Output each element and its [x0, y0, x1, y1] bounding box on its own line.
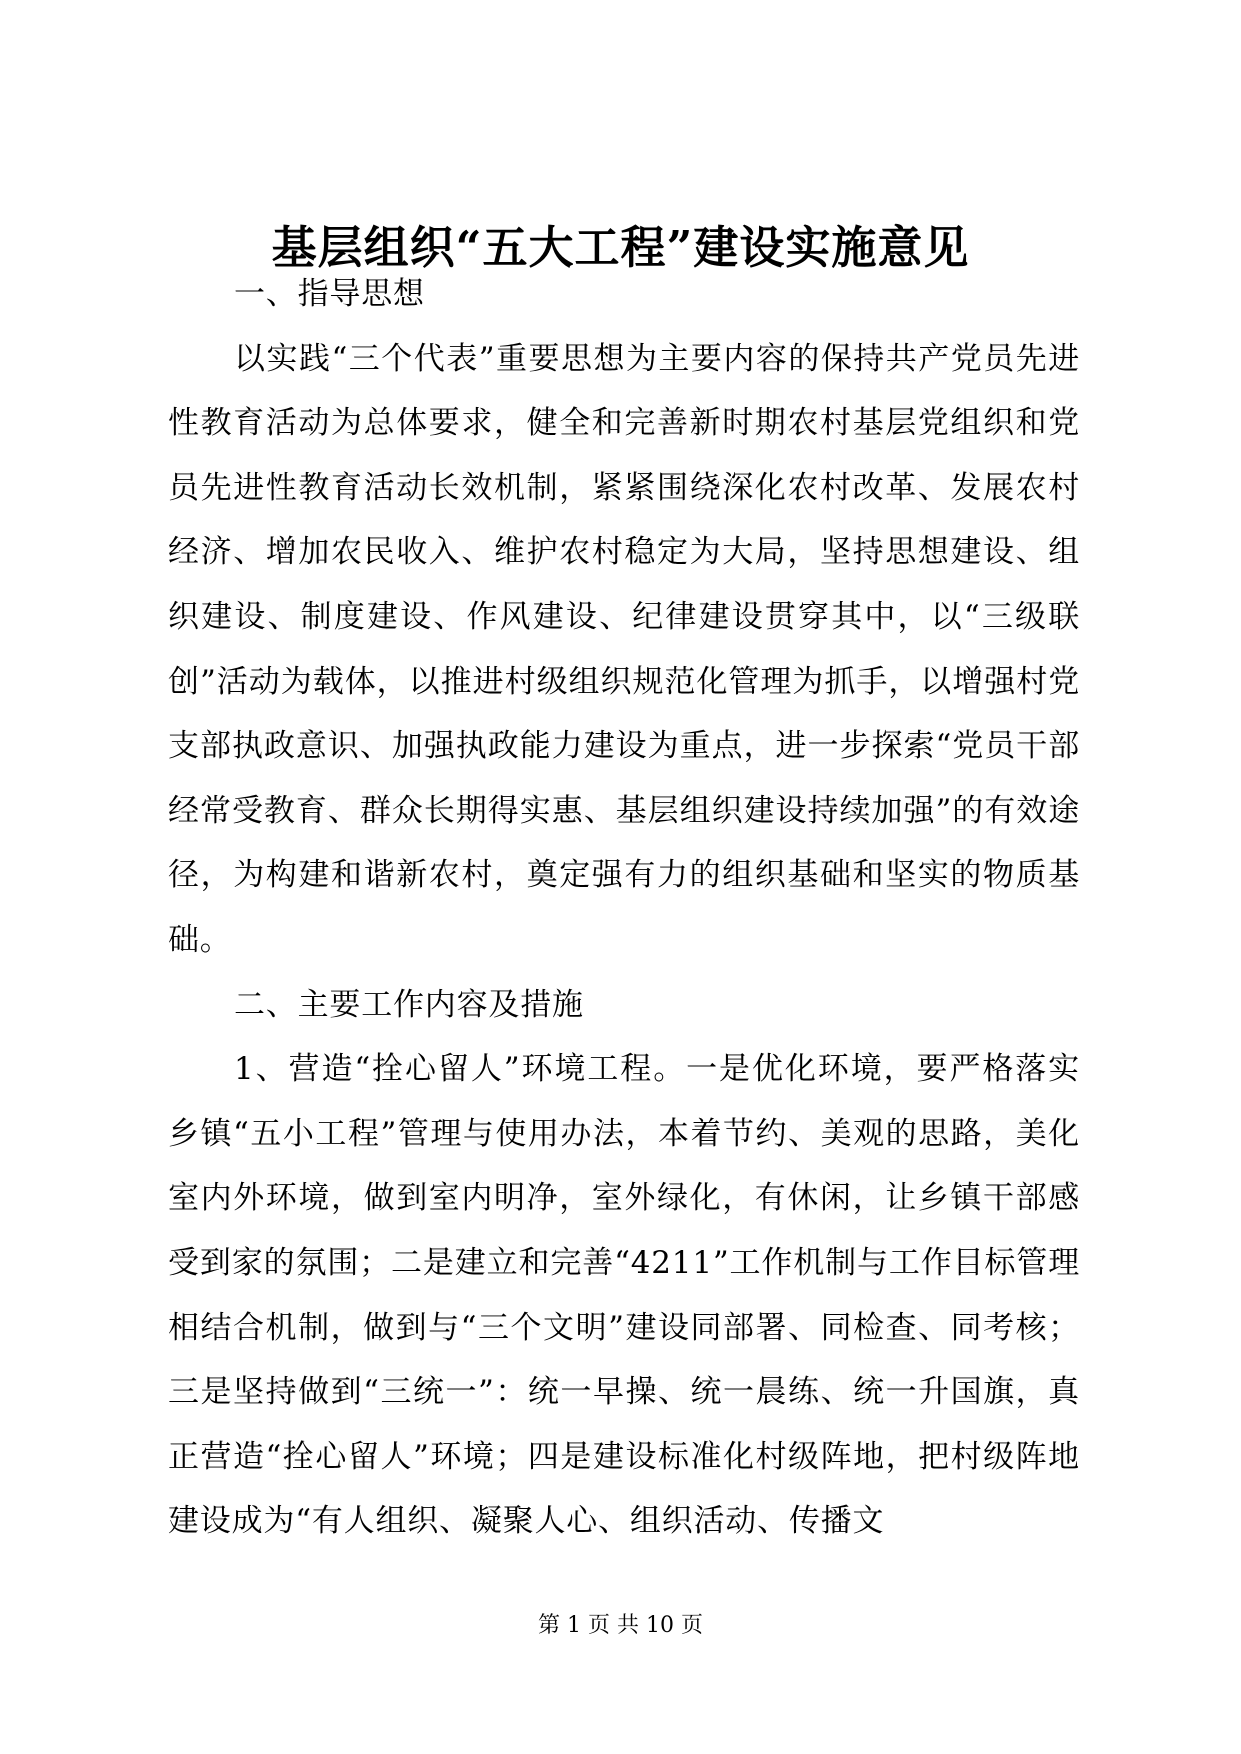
document-title: 基层组织“五大工程”建设实施意见 — [271, 221, 970, 274]
section-heading-main-work: 二、主要工作内容及措施 — [234, 986, 584, 1023]
document-body — [168, 262, 1080, 1554]
paragraph-environment-project: 1、营造“拴心留人”环境工程。一是优化环境，要严格落实乡镇“五小工程”管理与使用办法，本着节约、美观的思路，美化室内外环境，做到室内明净，室外绿化，有休闲，让乡镇干部感受到家的氛围；二是建立和完善“4211”工作机制与工作目标管理相结合机制，做到与“三个文明”建设同部署、同检查、同考核；三是坚持做到“三统一”：统一早操、统一晨练、统一升国旗，真正营造“拴心留人”环境；四是建设标准化村级阵地，把村级阵地建设成为“有人组织、凝聚人心、组织活动、传播文 — [168, 1051, 1080, 1540]
section-heading-guiding-ideology: 一、指导思想 — [234, 276, 425, 312]
page-number-footer: 第 1 页 共 10 页 — [538, 1613, 703, 1638]
paragraph-guiding-ideology: 以实践“三个代表”重要思想为主要内容的保持共产党员先进性教育活动为总体要求，健全和完善新时期农村基层党组织和党员先进性教育活动长效机制，紧紧围绕深化农村改革、发展农村经济、增加农民收入、维护农村稳定为大局，坚持思想建设、组织建设、制度建设、作风建设、纪律建设贯穿其中，以“三级联创”活动为载体，以推进村级组织规范化管理为抓手，以增强村党支部执政意识、加强执政能力建设为重点，进一步探索“党员干部经常受教育、群众长期得实惠、基层组织建设持续加强”的有效途径，为构建和谐新农村，奠定强有力的组织基础和坚实的物质基础。 — [168, 340, 1080, 958]
